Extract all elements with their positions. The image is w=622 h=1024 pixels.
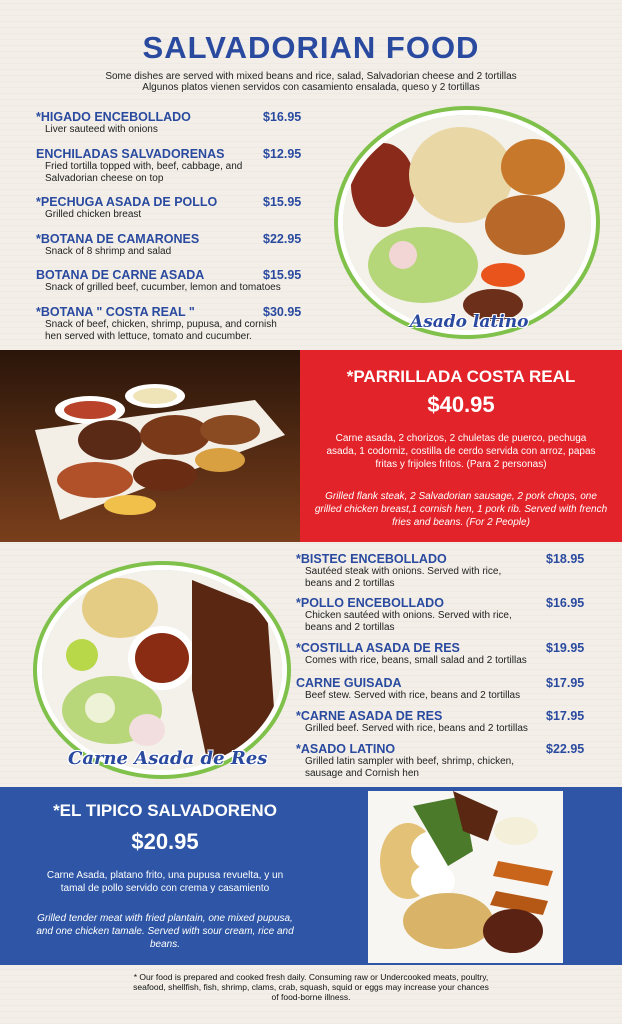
item-price: $12.95 bbox=[263, 147, 302, 161]
parrillada-name: *PARRILLADA COSTA REAL bbox=[346, 367, 576, 386]
item-price: $17.95 bbox=[546, 676, 585, 690]
item-name: *HIGADO ENCEBOLLADO bbox=[36, 110, 191, 124]
item-price: $15.95 bbox=[263, 268, 302, 282]
asado-latino-illustration bbox=[343, 115, 591, 330]
item-desc: Grilled beef. Served with rice, beans and 2 tortillas bbox=[305, 723, 528, 734]
subtitle-spanish: Algunos platos vienen servidos con casamiento ensalada, queso y 2 tortillas bbox=[142, 82, 480, 93]
item-name: *ASADO LATINO bbox=[296, 742, 396, 756]
item-desc: Liver sauteed with onions bbox=[45, 124, 158, 135]
parrillada-panel bbox=[300, 350, 622, 542]
menu-item-botana-costa-real bbox=[36, 305, 302, 342]
item-name: *CARNE ASADA DE RES bbox=[296, 709, 443, 723]
item-name: ENCHILADAS SALVADORENAS bbox=[36, 147, 225, 161]
menu-item-pechuga bbox=[36, 195, 302, 221]
item-name: *COSTILLA ASADA DE RES bbox=[296, 641, 460, 655]
parrillada-illustration bbox=[0, 350, 300, 542]
item-price: $16.95 bbox=[546, 596, 585, 610]
item-desc: Chicken sautéed with onions. Served with rice, beans and 2 tortillas bbox=[305, 610, 512, 633]
item-name: CARNE GUISADA bbox=[296, 676, 402, 690]
menu-item-higado bbox=[36, 110, 302, 136]
menu-item-botana-carne bbox=[36, 268, 302, 294]
item-price: $18.95 bbox=[546, 552, 585, 566]
menu-item-carne-guisada bbox=[296, 676, 585, 702]
item-desc: Comes with rice, beans, small salad and 2 tortillas bbox=[305, 655, 527, 666]
asado-latino-caption: Asado latino bbox=[410, 312, 529, 332]
tipico-panel bbox=[0, 787, 622, 965]
item-desc: Snack of beef, chicken, shrimp, pupusa, and cornish hen served with lettuce, tomato and cucumber. bbox=[45, 319, 277, 342]
menu-item-botana-camarones bbox=[36, 232, 302, 258]
menu-title: SALVADORIAN FOOD bbox=[142, 30, 480, 65]
item-name: *PECHUGA ASADA DE POLLO bbox=[36, 195, 218, 209]
food-safety-footnote: * Our food is prepared and cooked fresh daily. Consuming raw or Undercooked meats, poultry, seafood, shellfish, fish, shrimp, clams, crab, squash, squid or eggs may increase your chances of food-borne illness. bbox=[133, 972, 489, 1002]
carne-asada-photo bbox=[42, 570, 282, 770]
menu-item-enchiladas bbox=[36, 147, 302, 184]
carne-asada-illustration bbox=[42, 570, 282, 770]
item-desc: Sautéed steak with onions. Served with rice, beans and 2 tortillas bbox=[305, 566, 502, 589]
menu-item-pollo bbox=[296, 596, 585, 633]
item-name: *BOTANA " COSTA REAL " bbox=[36, 305, 195, 319]
tipico-name: *EL TIPICO SALVADORENO bbox=[53, 801, 277, 820]
subtitle-english: Some dishes are served with mixed beans and rice, salad, Salvadorian cheese and 2 tortillas bbox=[105, 71, 517, 82]
menu-subtitle bbox=[0, 71, 622, 93]
item-price: $19.95 bbox=[546, 641, 585, 655]
item-desc: Grilled latin sampler with beef, shrimp, chicken, sausage and Cornish hen bbox=[305, 756, 514, 779]
tipico-photo bbox=[368, 791, 563, 963]
item-price: $15.95 bbox=[263, 195, 302, 209]
parrillada-desc-es: Carne asada, 2 chorizos, 2 chuletas de puerco, pechuga asada, 1 codorniz, costilla de cerdo servida con arroz, papas fritas y frijoles fritos. (Para 2 personas) bbox=[326, 433, 596, 470]
tipico-desc-en: Grilled tender meat with fried plantain, one mixed pupusa, and one chicken tamale. Served with sour cream, rice and beans. bbox=[36, 913, 294, 950]
tipico-price: $20.95 bbox=[131, 829, 199, 854]
menu-item-carne-asada bbox=[296, 709, 585, 735]
menu-item-costilla bbox=[296, 641, 585, 667]
item-price: $16.95 bbox=[263, 110, 302, 124]
carne-asada-caption: Carne Asada de Res bbox=[68, 748, 268, 769]
item-name: *POLLO ENCEBOLLADO bbox=[296, 596, 444, 610]
item-desc: Fried tortilla topped with, beef, cabbage, and Salvadorian cheese on top bbox=[45, 161, 243, 184]
item-desc: Snack of 8 shrimp and salad bbox=[45, 246, 172, 257]
menu-item-asado-latino bbox=[296, 742, 585, 779]
item-price: $17.95 bbox=[546, 709, 585, 723]
asado-latino-photo bbox=[343, 115, 591, 330]
item-desc: Snack of grilled beef, cucumber, lemon and tomatoes bbox=[45, 282, 281, 293]
tipico-illustration bbox=[368, 791, 563, 963]
item-name: *BISTEC ENCEBOLLADO bbox=[296, 552, 447, 566]
item-desc: Grilled chicken breast bbox=[45, 209, 142, 220]
parrillada-price: $40.95 bbox=[427, 392, 495, 417]
menu-item-bistec bbox=[296, 552, 585, 589]
parrillada-photo bbox=[0, 350, 300, 542]
item-desc: Beef stew. Served with rice, beans and 2 tortillas bbox=[305, 690, 521, 701]
item-price: $22.95 bbox=[263, 232, 302, 246]
parrillada-desc-en: Grilled flank steak, 2 Salvadorian sausage, 2 pork chops, one grilled chicken breast,1 cornish hen, 1 pork rib. Served with french fries and beans. (For 2 People) bbox=[314, 491, 608, 528]
item-name: *BOTANA DE CAMARONES bbox=[36, 232, 200, 246]
tipico-desc-es: Carne Asada, platano frito, una pupusa revuelta, y un tamal de pollo servido con crema y casamiento bbox=[46, 870, 284, 894]
item-price: $22.95 bbox=[546, 742, 585, 756]
item-name: BOTANA DE CARNE ASADA bbox=[36, 268, 205, 282]
item-price: $30.95 bbox=[263, 305, 302, 319]
